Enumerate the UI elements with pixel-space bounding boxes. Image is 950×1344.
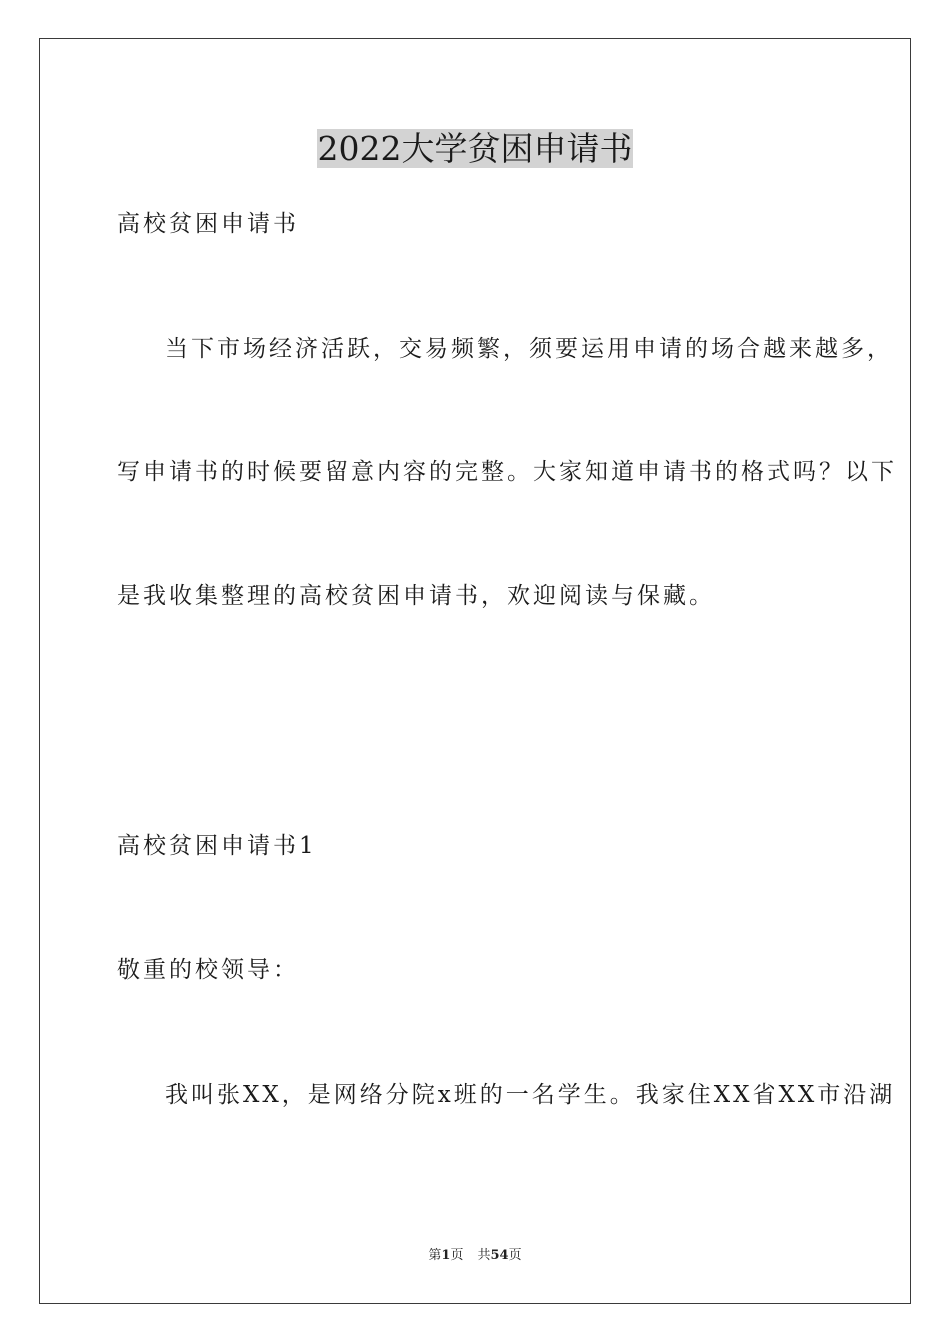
paragraph-line: 我叫张XX，是网络分院x班的一名学生。我家住XX省XX市沿湖 [165,1082,896,1108]
total-suffix: 页 [508,1248,522,1263]
page-number: 1 [441,1248,451,1263]
paragraph-line: 是我收集整理的高校贫困申请书，欢迎阅读与保藏。 [117,583,715,609]
paragraph-line: 当下市场经济活跃，交易频繁，须要运用申请的场合越来越多， [165,336,893,362]
total-prefix: 共 [477,1248,491,1263]
page-footer [0,1247,950,1265]
subtitle-line: 高校贫困申请书 [117,211,299,237]
salutation-line: 敬重的校领导： [117,957,299,983]
page-prefix: 第 [428,1248,442,1263]
page-suffix: 页 [450,1248,464,1263]
paragraph-line: 写申请书的时候要留意内容的完整。大家知道申请书的格式吗？以下 [117,459,897,485]
section-heading: 高校贫困申请书1 [117,833,317,859]
document-title-text: 2022大学贫困申请书 [317,129,633,168]
document-title [0,127,950,171]
total-pages: 54 [490,1248,509,1263]
